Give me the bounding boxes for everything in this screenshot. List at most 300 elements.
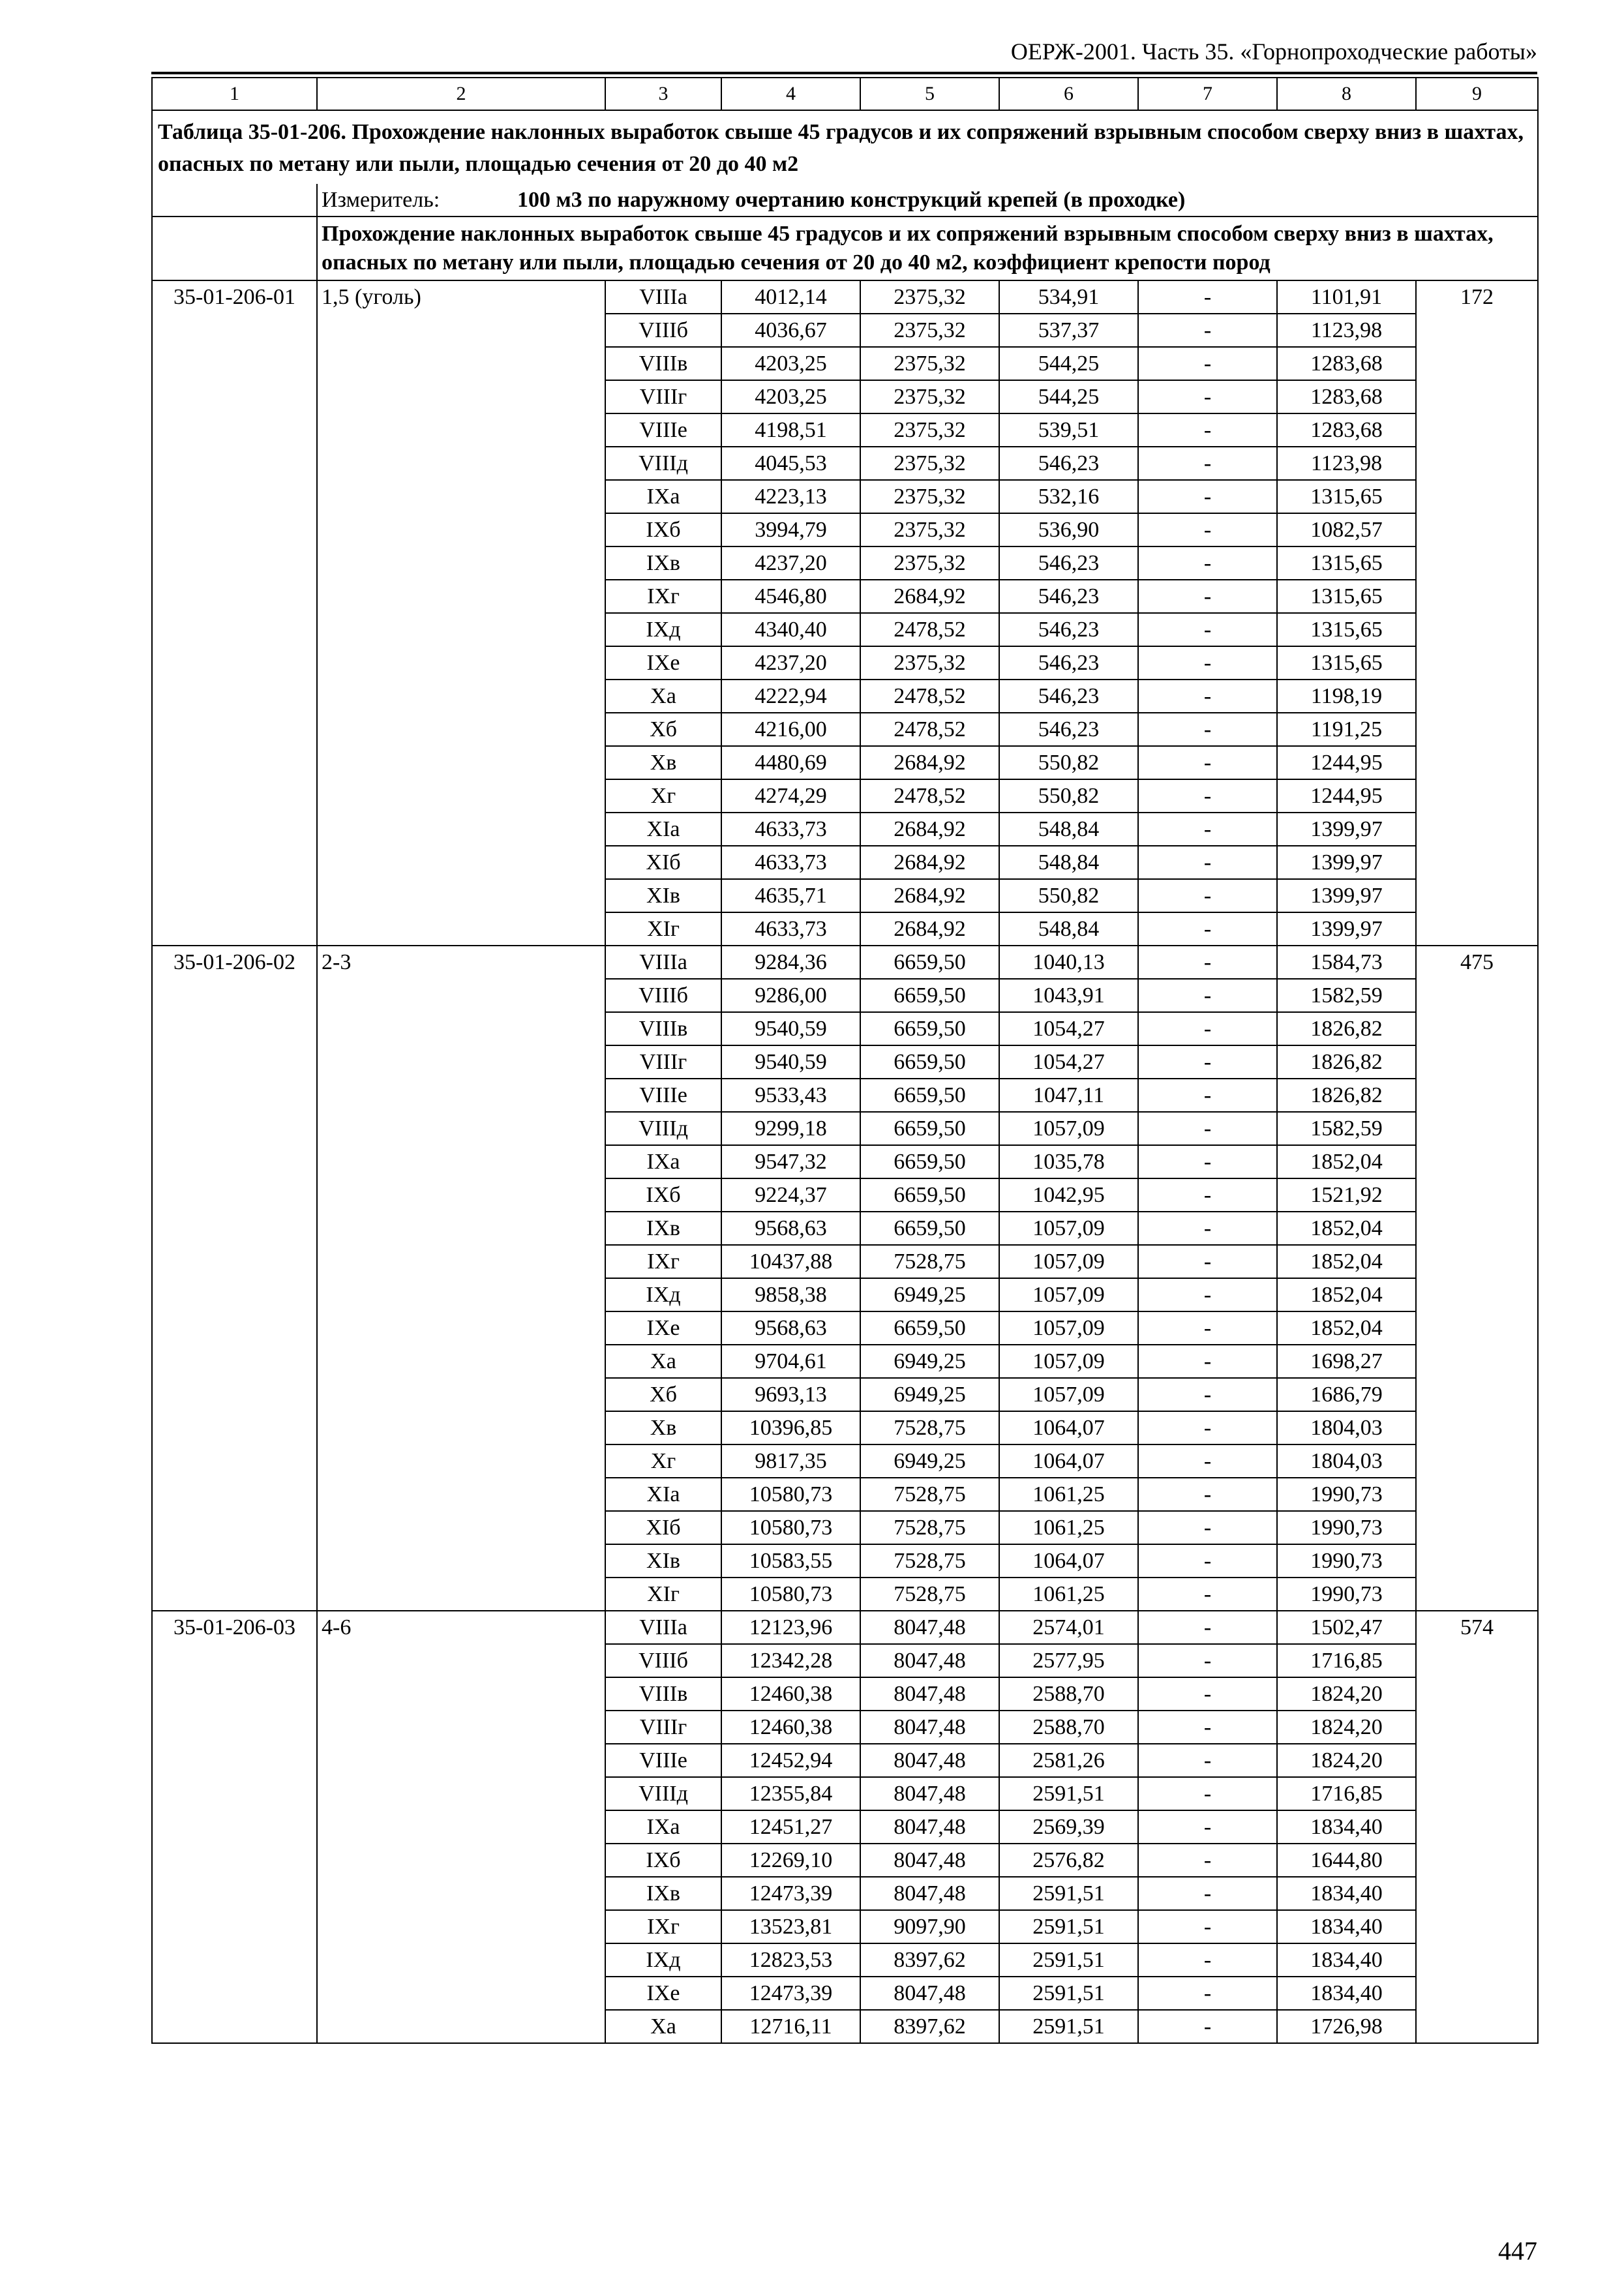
row-value-cell: 9097,90 bbox=[860, 1910, 999, 1943]
row-value-cell: 9858,38 bbox=[721, 1278, 860, 1311]
row-value-cell: - bbox=[1138, 713, 1277, 746]
row-value-cell: 10396,85 bbox=[721, 1411, 860, 1444]
row-category-cell: VIIIе bbox=[605, 1744, 721, 1777]
row-value-cell: - bbox=[1138, 1544, 1277, 1578]
row-value-cell: 4633,73 bbox=[721, 912, 860, 946]
row-value-cell: 1283,68 bbox=[1277, 413, 1416, 447]
row-value-cell: 1061,25 bbox=[999, 1578, 1138, 1611]
row-value-cell: 1043,91 bbox=[999, 979, 1138, 1012]
row-value-cell: 4633,73 bbox=[721, 846, 860, 879]
row-value-cell: 1042,95 bbox=[999, 1178, 1138, 1212]
row-coefficient-cell bbox=[317, 1212, 605, 1245]
row-value-cell: 1198,19 bbox=[1277, 680, 1416, 713]
row-coefficient-cell bbox=[317, 846, 605, 879]
row-coefficient-cell bbox=[317, 1511, 605, 1544]
row-col9-cell bbox=[1416, 1677, 1538, 1711]
table-row bbox=[152, 1178, 1538, 1212]
row-code-cell bbox=[152, 1112, 317, 1145]
row-value-cell: 1064,07 bbox=[999, 1411, 1138, 1444]
row-value-cell: 2375,32 bbox=[860, 646, 999, 680]
row-coefficient-cell bbox=[317, 1444, 605, 1478]
row-value-cell: - bbox=[1138, 846, 1277, 879]
row-value-cell: 3994,79 bbox=[721, 513, 860, 546]
row-category-cell: VIIIд bbox=[605, 1112, 721, 1145]
row-value-cell: 550,82 bbox=[999, 779, 1138, 813]
table-row bbox=[152, 2010, 1538, 2043]
row-category-cell: Xв bbox=[605, 746, 721, 779]
table-row bbox=[152, 1411, 1538, 1444]
row-col9-cell bbox=[1416, 1711, 1538, 1744]
row-value-cell: 10580,73 bbox=[721, 1478, 860, 1511]
row-code-cell bbox=[152, 447, 317, 480]
row-code-cell bbox=[152, 513, 317, 546]
row-col9-cell bbox=[1416, 380, 1538, 413]
row-value-cell: 12473,39 bbox=[721, 1977, 860, 2010]
row-code-cell bbox=[152, 813, 317, 846]
row-value-cell: 1057,09 bbox=[999, 1245, 1138, 1278]
row-col9-cell bbox=[1416, 1943, 1538, 1977]
row-category-cell: VIIIд bbox=[605, 1777, 721, 1810]
row-coefficient-cell bbox=[317, 1810, 605, 1844]
row-col9-cell bbox=[1416, 1877, 1538, 1910]
row-coefficient-cell bbox=[317, 1578, 605, 1611]
row-code-cell bbox=[152, 1810, 317, 1844]
row-value-cell: - bbox=[1138, 347, 1277, 380]
row-category-cell: VIIIв bbox=[605, 347, 721, 380]
table-row bbox=[152, 746, 1538, 779]
row-category-cell: VIIIв bbox=[605, 1677, 721, 1711]
row-value-cell: 4340,40 bbox=[721, 613, 860, 646]
row-value-cell: 4203,25 bbox=[721, 380, 860, 413]
row-col9-cell bbox=[1416, 413, 1538, 447]
row-value-cell: 9533,43 bbox=[721, 1079, 860, 1112]
meter-cell bbox=[317, 184, 1538, 217]
row-coefficient-cell bbox=[317, 879, 605, 912]
row-value-cell: 1054,27 bbox=[999, 1045, 1138, 1079]
row-coefficient-cell bbox=[317, 813, 605, 846]
row-code-cell bbox=[152, 1444, 317, 1478]
row-value-cell: 2577,95 bbox=[999, 1644, 1138, 1677]
row-category-cell: VIIIа bbox=[605, 1611, 721, 1644]
row-code-cell bbox=[152, 1278, 317, 1311]
row-value-cell: 4633,73 bbox=[721, 813, 860, 846]
row-col9-cell bbox=[1416, 1245, 1538, 1278]
row-col9-cell: 172 bbox=[1416, 280, 1538, 314]
row-value-cell: 1123,98 bbox=[1277, 447, 1416, 480]
table-row bbox=[152, 1910, 1538, 1943]
table-row bbox=[152, 979, 1538, 1012]
meter-label: Измеритель: bbox=[322, 188, 440, 212]
row-value-cell: 9540,59 bbox=[721, 1045, 860, 1079]
row-category-cell: IXв bbox=[605, 546, 721, 580]
row-value-cell: - bbox=[1138, 280, 1277, 314]
row-coefficient-cell bbox=[317, 1245, 605, 1278]
row-col9-cell bbox=[1416, 613, 1538, 646]
row-coefficient-cell bbox=[317, 1311, 605, 1345]
row-category-cell: VIIIе bbox=[605, 1079, 721, 1112]
row-code-cell bbox=[152, 779, 317, 813]
row-category-cell: IXд bbox=[605, 1943, 721, 1977]
row-code-cell bbox=[152, 1943, 317, 1977]
row-value-cell: 1064,07 bbox=[999, 1444, 1138, 1478]
row-value-cell: 12460,38 bbox=[721, 1677, 860, 1711]
row-category-cell: IXа bbox=[605, 480, 721, 513]
row-col9-cell bbox=[1416, 1478, 1538, 1511]
row-col9-cell bbox=[1416, 746, 1538, 779]
row-value-cell: 1057,09 bbox=[999, 1345, 1138, 1378]
row-coefficient-cell bbox=[317, 2010, 605, 2043]
row-value-cell: 2478,52 bbox=[860, 680, 999, 713]
row-value-cell: 9817,35 bbox=[721, 1444, 860, 1478]
table-row bbox=[152, 1744, 1538, 1777]
row-category-cell: IXв bbox=[605, 1212, 721, 1245]
column-number: 2 bbox=[317, 78, 605, 110]
row-code-cell bbox=[152, 1511, 317, 1544]
row-coefficient-cell bbox=[317, 1744, 605, 1777]
row-value-cell: 12451,27 bbox=[721, 1810, 860, 1844]
row-value-cell: - bbox=[1138, 1877, 1277, 1910]
row-value-cell: 1315,65 bbox=[1277, 580, 1416, 613]
row-value-cell: 8397,62 bbox=[860, 1943, 999, 1977]
table-row bbox=[152, 1877, 1538, 1910]
row-coefficient-cell bbox=[317, 646, 605, 680]
table-row bbox=[152, 1378, 1538, 1411]
table-row bbox=[152, 1278, 1538, 1311]
row-value-cell: 548,84 bbox=[999, 846, 1138, 879]
row-col9-cell bbox=[1416, 1212, 1538, 1245]
row-value-cell: 1852,04 bbox=[1277, 1311, 1416, 1345]
row-category-cell: XIа bbox=[605, 1478, 721, 1511]
row-code-cell bbox=[152, 1178, 317, 1212]
row-value-cell: - bbox=[1138, 1079, 1277, 1112]
row-value-cell: 539,51 bbox=[999, 413, 1138, 447]
row-value-cell: 9224,37 bbox=[721, 1178, 860, 1212]
table-row bbox=[152, 380, 1538, 413]
row-value-cell: 1582,59 bbox=[1277, 1112, 1416, 1145]
row-value-cell: 8047,48 bbox=[860, 1644, 999, 1677]
row-value-cell: 8047,48 bbox=[860, 1711, 999, 1744]
row-col9-cell bbox=[1416, 1444, 1538, 1478]
row-value-cell: - bbox=[1138, 380, 1277, 413]
row-category-cell: Xв bbox=[605, 1411, 721, 1444]
table-row bbox=[152, 1578, 1538, 1611]
row-value-cell: 537,37 bbox=[999, 314, 1138, 347]
row-code-cell bbox=[152, 646, 317, 680]
row-col9-cell bbox=[1416, 713, 1538, 746]
table-row bbox=[152, 846, 1538, 879]
row-value-cell: 2375,32 bbox=[860, 413, 999, 447]
row-coefficient-cell bbox=[317, 1079, 605, 1112]
row-value-cell: 1826,82 bbox=[1277, 1079, 1416, 1112]
row-value-cell: 2375,32 bbox=[860, 314, 999, 347]
table-row bbox=[152, 347, 1538, 380]
row-category-cell: IXв bbox=[605, 1877, 721, 1910]
table-row bbox=[152, 912, 1538, 946]
row-category-cell: XIа bbox=[605, 813, 721, 846]
row-value-cell: 7528,75 bbox=[860, 1544, 999, 1578]
row-category-cell: Xб bbox=[605, 1378, 721, 1411]
row-value-cell: 12473,39 bbox=[721, 1877, 860, 1910]
row-value-cell: 4223,13 bbox=[721, 480, 860, 513]
row-code-cell: 35-01-206-03 bbox=[152, 1611, 317, 1644]
row-code-cell bbox=[152, 480, 317, 513]
row-value-cell: 9540,59 bbox=[721, 1012, 860, 1045]
row-category-cell: XIг bbox=[605, 1578, 721, 1611]
row-value-cell: 6949,25 bbox=[860, 1278, 999, 1311]
row-code-cell bbox=[152, 2010, 317, 2043]
row-coefficient-cell bbox=[317, 1045, 605, 1079]
row-value-cell: - bbox=[1138, 1245, 1277, 1278]
row-value-cell: 544,25 bbox=[999, 347, 1138, 380]
row-value-cell: 12452,94 bbox=[721, 1744, 860, 1777]
row-value-cell: 1315,65 bbox=[1277, 646, 1416, 680]
row-value-cell: 6659,50 bbox=[860, 1145, 999, 1178]
row-code-cell bbox=[152, 1744, 317, 1777]
table-row bbox=[152, 546, 1538, 580]
row-value-cell: 4045,53 bbox=[721, 447, 860, 480]
row-value-cell: 4198,51 bbox=[721, 413, 860, 447]
row-value-cell: 2375,32 bbox=[860, 447, 999, 480]
row-value-cell: 9568,63 bbox=[721, 1212, 860, 1245]
row-value-cell: 1191,25 bbox=[1277, 713, 1416, 746]
row-coefficient-cell bbox=[317, 713, 605, 746]
row-coefficient-cell bbox=[317, 1977, 605, 2010]
row-value-cell: 2375,32 bbox=[860, 546, 999, 580]
row-value-cell: 4546,80 bbox=[721, 580, 860, 613]
row-coefficient-cell bbox=[317, 1677, 605, 1711]
row-coefficient-cell bbox=[317, 347, 605, 380]
row-value-cell: - bbox=[1138, 1511, 1277, 1544]
table-row bbox=[152, 613, 1538, 646]
row-code-cell: 35-01-206-02 bbox=[152, 946, 317, 979]
column-number: 7 bbox=[1138, 78, 1277, 110]
row-value-cell: 6949,25 bbox=[860, 1345, 999, 1378]
row-value-cell: 1101,91 bbox=[1277, 280, 1416, 314]
row-value-cell: 4274,29 bbox=[721, 779, 860, 813]
table-row bbox=[152, 1677, 1538, 1711]
row-category-cell: IXд bbox=[605, 1278, 721, 1311]
row-coefficient-cell bbox=[317, 680, 605, 713]
row-value-cell: 2375,32 bbox=[860, 280, 999, 314]
row-value-cell: 2684,92 bbox=[860, 580, 999, 613]
row-category-cell: IXб bbox=[605, 1178, 721, 1212]
row-value-cell: 6659,50 bbox=[860, 946, 999, 979]
row-col9-cell bbox=[1416, 480, 1538, 513]
row-col9-cell bbox=[1416, 1345, 1538, 1378]
row-col9-cell bbox=[1416, 347, 1538, 380]
row-coefficient-cell bbox=[317, 613, 605, 646]
row-value-cell: 1399,97 bbox=[1277, 879, 1416, 912]
row-col9-cell bbox=[1416, 1112, 1538, 1145]
row-code-cell bbox=[152, 979, 317, 1012]
row-value-cell: 1824,20 bbox=[1277, 1711, 1416, 1744]
row-category-cell: Xг bbox=[605, 1444, 721, 1478]
row-value-cell: - bbox=[1138, 1411, 1277, 1444]
row-coefficient-cell: 2-3 bbox=[317, 946, 605, 979]
table-row bbox=[152, 1478, 1538, 1511]
row-category-cell: IXа bbox=[605, 1810, 721, 1844]
row-category-cell: IXб bbox=[605, 513, 721, 546]
row-col9-cell bbox=[1416, 1378, 1538, 1411]
row-value-cell: 2684,92 bbox=[860, 912, 999, 946]
row-value-cell: 7528,75 bbox=[860, 1511, 999, 1544]
row-col9-cell bbox=[1416, 879, 1538, 912]
row-coefficient-cell bbox=[317, 380, 605, 413]
row-value-cell: 2684,92 bbox=[860, 813, 999, 846]
row-value-cell: 7528,75 bbox=[860, 1245, 999, 1278]
table-row bbox=[152, 1045, 1538, 1079]
row-category-cell: VIIIг bbox=[605, 1045, 721, 1079]
row-col9-cell bbox=[1416, 1411, 1538, 1444]
row-coefficient-cell bbox=[317, 1711, 605, 1744]
row-value-cell: 1399,97 bbox=[1277, 912, 1416, 946]
row-value-cell: 13523,81 bbox=[721, 1910, 860, 1943]
column-number: 4 bbox=[721, 78, 860, 110]
row-value-cell: 4203,25 bbox=[721, 347, 860, 380]
table-row bbox=[152, 1079, 1538, 1112]
row-value-cell: 1834,40 bbox=[1277, 1943, 1416, 1977]
row-value-cell: 1990,73 bbox=[1277, 1478, 1416, 1511]
row-value-cell: 532,16 bbox=[999, 480, 1138, 513]
meter-spacer bbox=[152, 184, 317, 217]
row-value-cell: - bbox=[1138, 1012, 1277, 1045]
column-number: 5 bbox=[860, 78, 999, 110]
row-value-cell: 2375,32 bbox=[860, 513, 999, 546]
row-value-cell: 2478,52 bbox=[860, 713, 999, 746]
row-value-cell: 1990,73 bbox=[1277, 1511, 1416, 1544]
row-value-cell: 2574,01 bbox=[999, 1611, 1138, 1644]
row-coefficient-cell bbox=[317, 1644, 605, 1677]
row-value-cell: 7528,75 bbox=[860, 1411, 999, 1444]
row-value-cell: - bbox=[1138, 1711, 1277, 1744]
row-coefficient-cell bbox=[317, 1345, 605, 1378]
row-value-cell: - bbox=[1138, 546, 1277, 580]
row-value-cell: 1698,27 bbox=[1277, 1345, 1416, 1378]
row-value-cell: 2375,32 bbox=[860, 347, 999, 380]
table-row bbox=[152, 1977, 1538, 2010]
table-row bbox=[152, 513, 1538, 546]
row-value-cell: 2591,51 bbox=[999, 2010, 1138, 2043]
column-number: 8 bbox=[1277, 78, 1416, 110]
row-value-cell: 1686,79 bbox=[1277, 1378, 1416, 1411]
row-code-cell bbox=[152, 580, 317, 613]
row-value-cell: 1057,09 bbox=[999, 1378, 1138, 1411]
row-category-cell: IXе bbox=[605, 646, 721, 680]
row-value-cell: - bbox=[1138, 813, 1277, 846]
row-category-cell: Xа bbox=[605, 2010, 721, 2043]
row-category-cell: VIIIа bbox=[605, 280, 721, 314]
row-value-cell: - bbox=[1138, 1178, 1277, 1212]
row-value-cell: - bbox=[1138, 1644, 1277, 1677]
row-value-cell: - bbox=[1138, 1777, 1277, 1810]
row-code-cell bbox=[152, 1544, 317, 1578]
row-value-cell: 8047,48 bbox=[860, 1777, 999, 1810]
row-category-cell: Xа bbox=[605, 680, 721, 713]
row-value-cell: 1054,27 bbox=[999, 1012, 1138, 1045]
row-value-cell: 1521,92 bbox=[1277, 1178, 1416, 1212]
row-value-cell: 1047,11 bbox=[999, 1079, 1138, 1112]
row-value-cell: 6659,50 bbox=[860, 1178, 999, 1212]
row-value-cell: - bbox=[1138, 1578, 1277, 1611]
table-row bbox=[152, 1943, 1538, 1977]
row-value-cell: 550,82 bbox=[999, 879, 1138, 912]
column-number: 9 bbox=[1416, 78, 1538, 110]
table-row bbox=[152, 580, 1538, 613]
row-category-cell: VIIIг bbox=[605, 1711, 721, 1744]
row-value-cell: 2684,92 bbox=[860, 846, 999, 879]
row-value-cell: 12823,53 bbox=[721, 1943, 860, 1977]
row-value-cell: - bbox=[1138, 1212, 1277, 1245]
row-coefficient-cell bbox=[317, 746, 605, 779]
row-value-cell: - bbox=[1138, 447, 1277, 480]
table-row bbox=[152, 1444, 1538, 1478]
row-value-cell: 1834,40 bbox=[1277, 1877, 1416, 1910]
column-number: 1 bbox=[152, 78, 317, 110]
row-value-cell: - bbox=[1138, 1744, 1277, 1777]
table-row bbox=[152, 646, 1538, 680]
row-coefficient-cell bbox=[317, 1910, 605, 1943]
row-col9-cell bbox=[1416, 1311, 1538, 1345]
row-coefficient-cell bbox=[317, 1112, 605, 1145]
row-value-cell: - bbox=[1138, 1345, 1277, 1378]
row-value-cell: 1061,25 bbox=[999, 1478, 1138, 1511]
table-row bbox=[152, 1777, 1538, 1810]
row-coefficient-cell bbox=[317, 1012, 605, 1045]
row-value-cell: 9284,36 bbox=[721, 946, 860, 979]
row-col9-cell bbox=[1416, 1079, 1538, 1112]
row-value-cell: 1834,40 bbox=[1277, 1910, 1416, 1943]
row-category-cell: IXа bbox=[605, 1145, 721, 1178]
row-category-cell: XIб bbox=[605, 846, 721, 879]
table-row bbox=[152, 1112, 1538, 1145]
row-category-cell: VIIIб bbox=[605, 1644, 721, 1677]
row-code-cell bbox=[152, 1910, 317, 1943]
table-row bbox=[152, 779, 1538, 813]
row-value-cell: 6659,50 bbox=[860, 979, 999, 1012]
row-code-cell bbox=[152, 846, 317, 879]
row-value-cell: 12123,96 bbox=[721, 1611, 860, 1644]
row-value-cell: 9693,13 bbox=[721, 1378, 860, 1411]
row-value-cell: - bbox=[1138, 1378, 1277, 1411]
row-coefficient-cell bbox=[317, 1943, 605, 1977]
page-number: 447 bbox=[1498, 2236, 1537, 2266]
row-coefficient-cell bbox=[317, 480, 605, 513]
row-value-cell: - bbox=[1138, 480, 1277, 513]
row-value-cell: - bbox=[1138, 513, 1277, 546]
row-value-cell: 2591,51 bbox=[999, 1877, 1138, 1910]
row-value-cell: - bbox=[1138, 413, 1277, 447]
table-row bbox=[152, 1212, 1538, 1245]
row-code-cell bbox=[152, 1045, 317, 1079]
column-number: 3 bbox=[605, 78, 721, 110]
row-code-cell bbox=[152, 1977, 317, 2010]
row-code-cell bbox=[152, 1212, 317, 1245]
row-value-cell: 1502,47 bbox=[1277, 1611, 1416, 1644]
row-value-cell: 1057,09 bbox=[999, 1112, 1138, 1145]
subtitle-row bbox=[152, 217, 1538, 280]
row-value-cell: 4216,00 bbox=[721, 713, 860, 746]
row-col9-cell bbox=[1416, 813, 1538, 846]
row-value-cell: 1244,95 bbox=[1277, 746, 1416, 779]
row-value-cell: 2591,51 bbox=[999, 1910, 1138, 1943]
row-col9-cell bbox=[1416, 646, 1538, 680]
row-value-cell: 1057,09 bbox=[999, 1212, 1138, 1245]
row-value-cell: 1244,95 bbox=[1277, 779, 1416, 813]
row-value-cell: 548,84 bbox=[999, 813, 1138, 846]
row-value-cell: 546,23 bbox=[999, 447, 1138, 480]
row-category-cell: XIб bbox=[605, 1511, 721, 1544]
row-value-cell: - bbox=[1138, 1977, 1277, 2010]
